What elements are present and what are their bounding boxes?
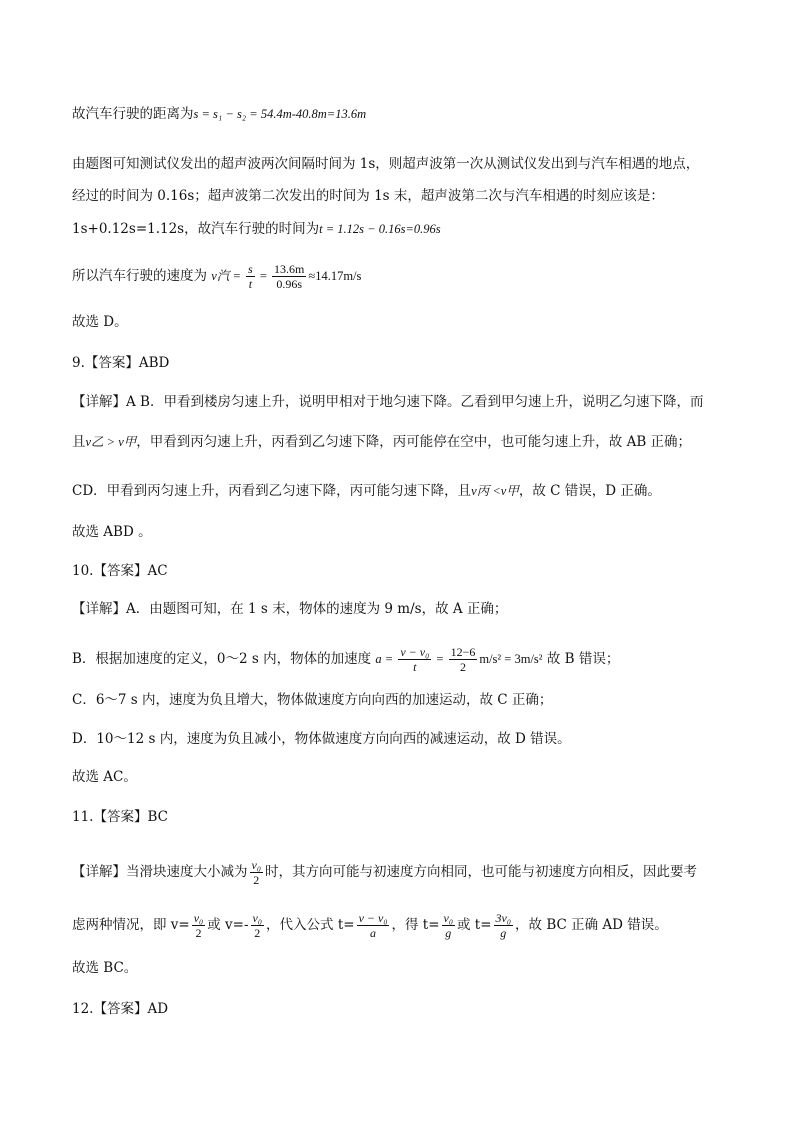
paragraph-line [72,729,571,749]
paragraph-line [72,599,507,619]
denominator: a [370,926,377,940]
text: ，故 BC 正确 AD 错误。 [515,917,668,933]
speed-result: ≈14.17m/s [308,269,362,283]
paragraph-line [72,690,552,710]
text: 故汽车行驶的距离为 [72,106,194,122]
speed-lhs: v汽 = [211,269,245,283]
denominator: 2 [195,926,202,940]
numerator: s [248,262,253,276]
denominator: g [500,926,507,940]
time-formula: t = 1.12s − 0.16s=0.96s [319,222,441,236]
answer-choice [72,312,128,332]
answer-choice [72,767,137,787]
paragraph-line [72,432,691,452]
text: 【详解】当滑块速度大小减为 [72,864,248,880]
distance-formula: s = s₁ − s₂ = 54.4m-40.8m=13.6m [193,107,367,121]
equals: = [256,269,271,283]
text: ，得 t= [391,917,440,933]
paragraph-line [72,858,697,887]
text: 虑两种情况，即 v= [72,917,190,933]
fraction [192,911,206,940]
fraction [272,262,306,291]
answer-heading [72,561,168,581]
paragraph-line [72,186,664,206]
numerator: 13.6m [274,262,305,276]
equals: = [433,652,447,666]
fraction [250,858,264,887]
time-line [72,219,441,239]
text: B．根据加速度的定义，0～2 s 内，物体的加速度 [72,651,372,667]
acceleration-line [72,645,619,674]
numerator: v₀ [252,911,263,925]
numerator: v − v₀ [358,911,388,925]
text: 或 v=- [207,917,249,933]
velocity-comparison: v乙 > v甲 [85,435,137,449]
fraction [442,911,456,940]
denominator: 2 [459,660,466,674]
fraction [357,911,390,940]
paragraph-line [72,154,699,174]
fraction [494,911,514,940]
text: 故选 BC。 [72,960,138,976]
text: CD．甲看到丙匀速上升，丙看到乙匀速下降，丙可能匀速下降，且 [72,483,472,499]
acceleration-lhs: a = [375,652,397,666]
fraction [398,645,431,674]
text: 或 t= [457,917,492,933]
text: 11.【答案】BC [72,809,168,825]
text: 故选 ABD 。 [72,524,152,540]
distance-line [72,104,366,124]
velocity-comparison: v丙 <v甲 [471,484,519,498]
numerator: v − v₀ [400,645,430,659]
text: 且 [72,434,86,450]
text: 【详解】A．由题图可知，在 1 s 末，物体的速度为 9 m/s，故 A 正确； [72,601,508,617]
answer-choice [72,958,137,978]
text: 经过的时间为 0.16s；超声波第二次发出的时间为 1s 末，超声波第二次与汽车相遇的时刻应该是： [72,188,664,204]
text: ，甲看到丙匀速上升，丙看到乙匀速下降，丙可能停在空中，也可能匀速上升，故 AB 正确； [136,434,692,450]
text: 12.【答案】AD [72,1001,169,1017]
paragraph-line [72,481,661,501]
paragraph-line [72,911,668,940]
answer-choice [72,522,152,542]
numerator: 3v₀ [495,911,512,925]
fraction [251,911,265,940]
numerator: 12−6 [450,645,476,659]
text: 由题图可知测试仪发出的超声波两次间隔时间为 1s，则超声波第一次从测试仪发出到与汽车相遇的地点， [72,156,700,172]
denominator: t [413,660,417,674]
text: 10.【答案】AC [72,563,168,579]
text: D．10～12 s 内，速度为负且减小，物体做速度方向向西的减速运动，故 D 错误。 [72,731,571,747]
numerator: v₀ [193,911,204,925]
denominator: 2 [254,926,261,940]
text: 9.【答案】ABD [72,355,170,371]
text: 【详解】A B．甲看到楼房匀速上升，说明甲相对于地匀速下降。乙看到甲匀速上升，说明乙匀速下降，而 [72,394,704,410]
text: C．6～7 s 内，速度为负且增大，物体做速度方向向西的加速运动，故 C 正确； [72,692,553,708]
text: ，代入公式 t= [266,917,355,933]
text: 故选 AC。 [72,769,137,785]
fraction [449,645,478,674]
text: 1s+0.12s=1.12s，故汽车行驶的时间为 [72,221,320,237]
speed-line [72,262,361,291]
text: 所以汽车行驶的速度为 [72,268,207,284]
numerator: v₀ [443,911,454,925]
denominator: g [445,926,452,940]
text: 故 B 错误； [546,651,620,667]
acceleration-result: m/s² = 3m/s² [479,652,543,666]
answer-heading [72,999,168,1019]
paragraph-line [72,392,703,412]
denominator: 2 [253,873,260,887]
denominator: t [248,277,253,291]
answer-heading [72,807,168,827]
text: ，故 C 错误，D 正确。 [518,483,661,499]
numerator: v₀ [251,858,261,872]
answer-heading [72,353,169,373]
denominator: 0.96s [276,277,303,291]
text: 时，其方向可能与初速度方向相同，也可能与初速度方向相反，因此要考 [265,864,697,880]
text: 故选 D。 [72,314,128,330]
fraction [246,262,255,291]
